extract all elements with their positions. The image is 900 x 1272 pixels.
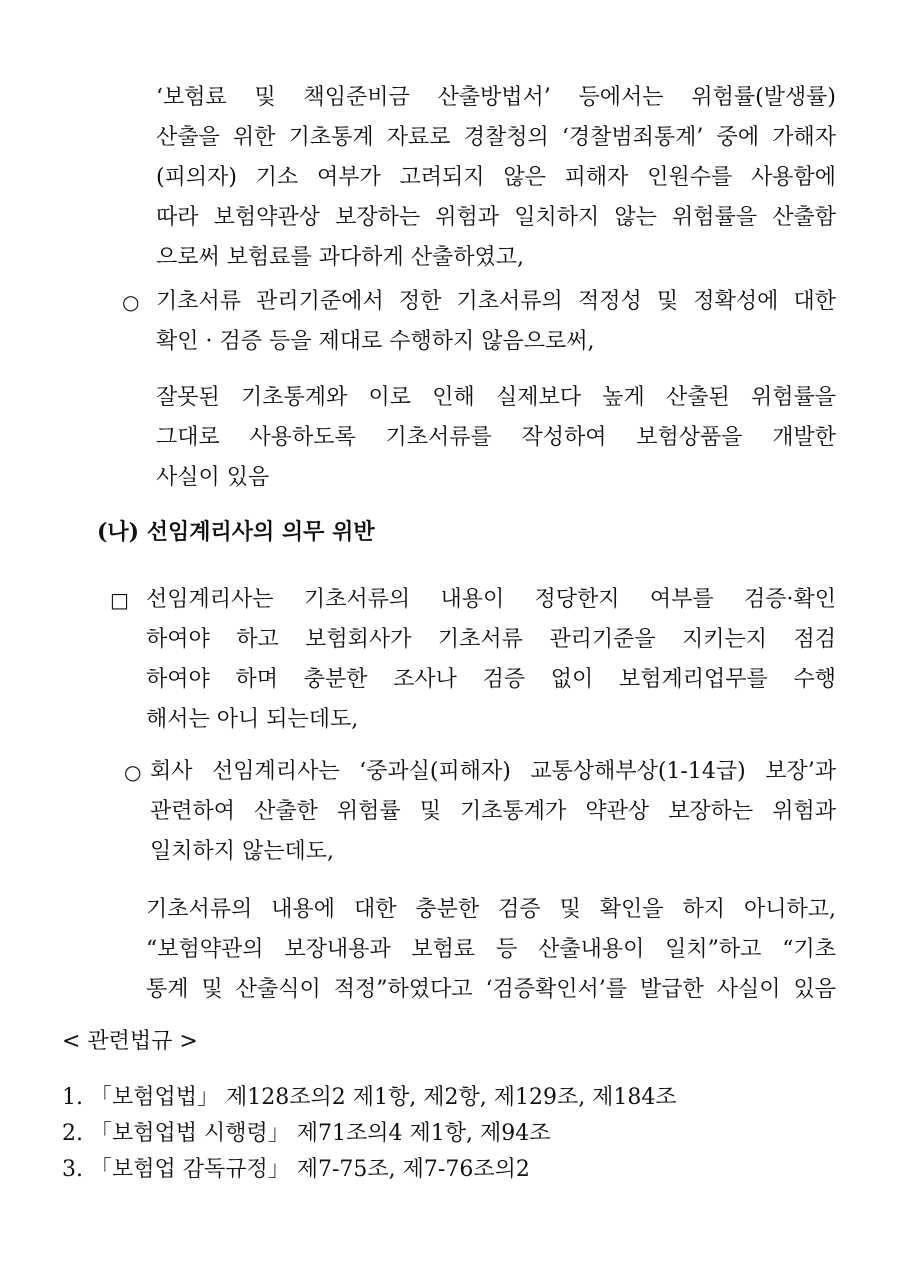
text-line: 회사 선임계리사는 ‘중과실(피해자) 교통상해부상(1-14급) 보장’과: [150, 759, 836, 784]
text-line: 으로써 보험료를 과다하게 산출하였고,: [156, 245, 525, 270]
paragraph-verification-failure: [156, 282, 836, 362]
text-line: 통계 및 산출식이 적정”하였다고 ‘검증확인서’를 발급한 사실이 있음: [146, 977, 836, 1002]
law-item: 3. 「보험업 감독규정」 제7-75조, 제7-76조의2: [62, 1157, 530, 1182]
circle-bullet: ○: [124, 760, 142, 784]
paragraph-verification-certificate: [146, 890, 836, 1010]
text-line: (피의자) 기소 여부가 고려되지 않은 피해자 인원수를 사용함에: [156, 165, 836, 190]
law-item: 2. 「보험업법 시행령」 제71조의4 제1항, 제94조: [62, 1121, 551, 1146]
text-line: 기초서류 관리기준에서 정한 기초서류의 적정성 및 정확성에 대한: [156, 289, 836, 314]
law-item: 1. 「보험업법」 제128조의2 제1항, 제2항, 제129조, 제184조: [62, 1085, 677, 1110]
paragraph-actuary-risk-rate: [150, 752, 836, 872]
square-bullet: □: [110, 588, 129, 612]
text-line: 하여야 하고 보험회사가 기초서류 관리기준을 지키는지 점검: [146, 627, 836, 652]
text-line: 따라 보험약관상 보장하는 위험과 일치하지 않는 위험률을 산출함: [156, 205, 836, 230]
text-line: ‘보험료 및 책임준비금 산출방법서’ 등에서는 위험률(발생률): [156, 85, 836, 110]
text-line: 일치하지 않는데도,: [150, 839, 335, 864]
text-line: 잘못된 기초통계와 이로 인해 실제보다 높게 산출된 위험률을: [156, 385, 836, 410]
text-line: 관련하여 산출한 위험률 및 기초통계가 약관상 보장하는 위험과: [150, 799, 836, 824]
text-line: “보험약관의 보장내용과 보험료 등 산출내용이 일치”하고 “기초: [146, 937, 836, 962]
text-line: 그대로 사용하도록 기초서류를 작성하여 보험상품을 개발한: [156, 425, 836, 450]
section-heading: (나) 선임계리사의 의무 위반: [97, 519, 375, 545]
text-line: 기초서류의 내용에 대한 충분한 검증 및 확인을 하지 아니하고,: [146, 897, 836, 922]
circle-bullet: ○: [122, 290, 140, 314]
text-line: 사실이 있음: [156, 465, 270, 490]
text-line: 산출을 위한 기초통계 자료로 경찰청의 ‘경찰범죄통계’ 중에 가해자: [156, 125, 836, 150]
text-line: 확인 · 검증 등을 제대로 수행하지 않음으로써,: [156, 329, 595, 354]
related-laws-title: < 관련법규 >: [62, 1029, 198, 1054]
text-line: 하여야 하며 충분한 조사나 검증 없이 보험계리업무를 수행: [146, 667, 836, 692]
paragraph-risk-rate-calculation: [156, 78, 836, 278]
text-line: 선임계리사는 기초서류의 내용이 정당한지 여부를 검증·확인: [146, 587, 836, 612]
paragraph-product-development: [156, 378, 836, 498]
paragraph-actuary-duty: [146, 580, 836, 740]
text-line: 해서는 아니 되는데도,: [146, 707, 359, 732]
